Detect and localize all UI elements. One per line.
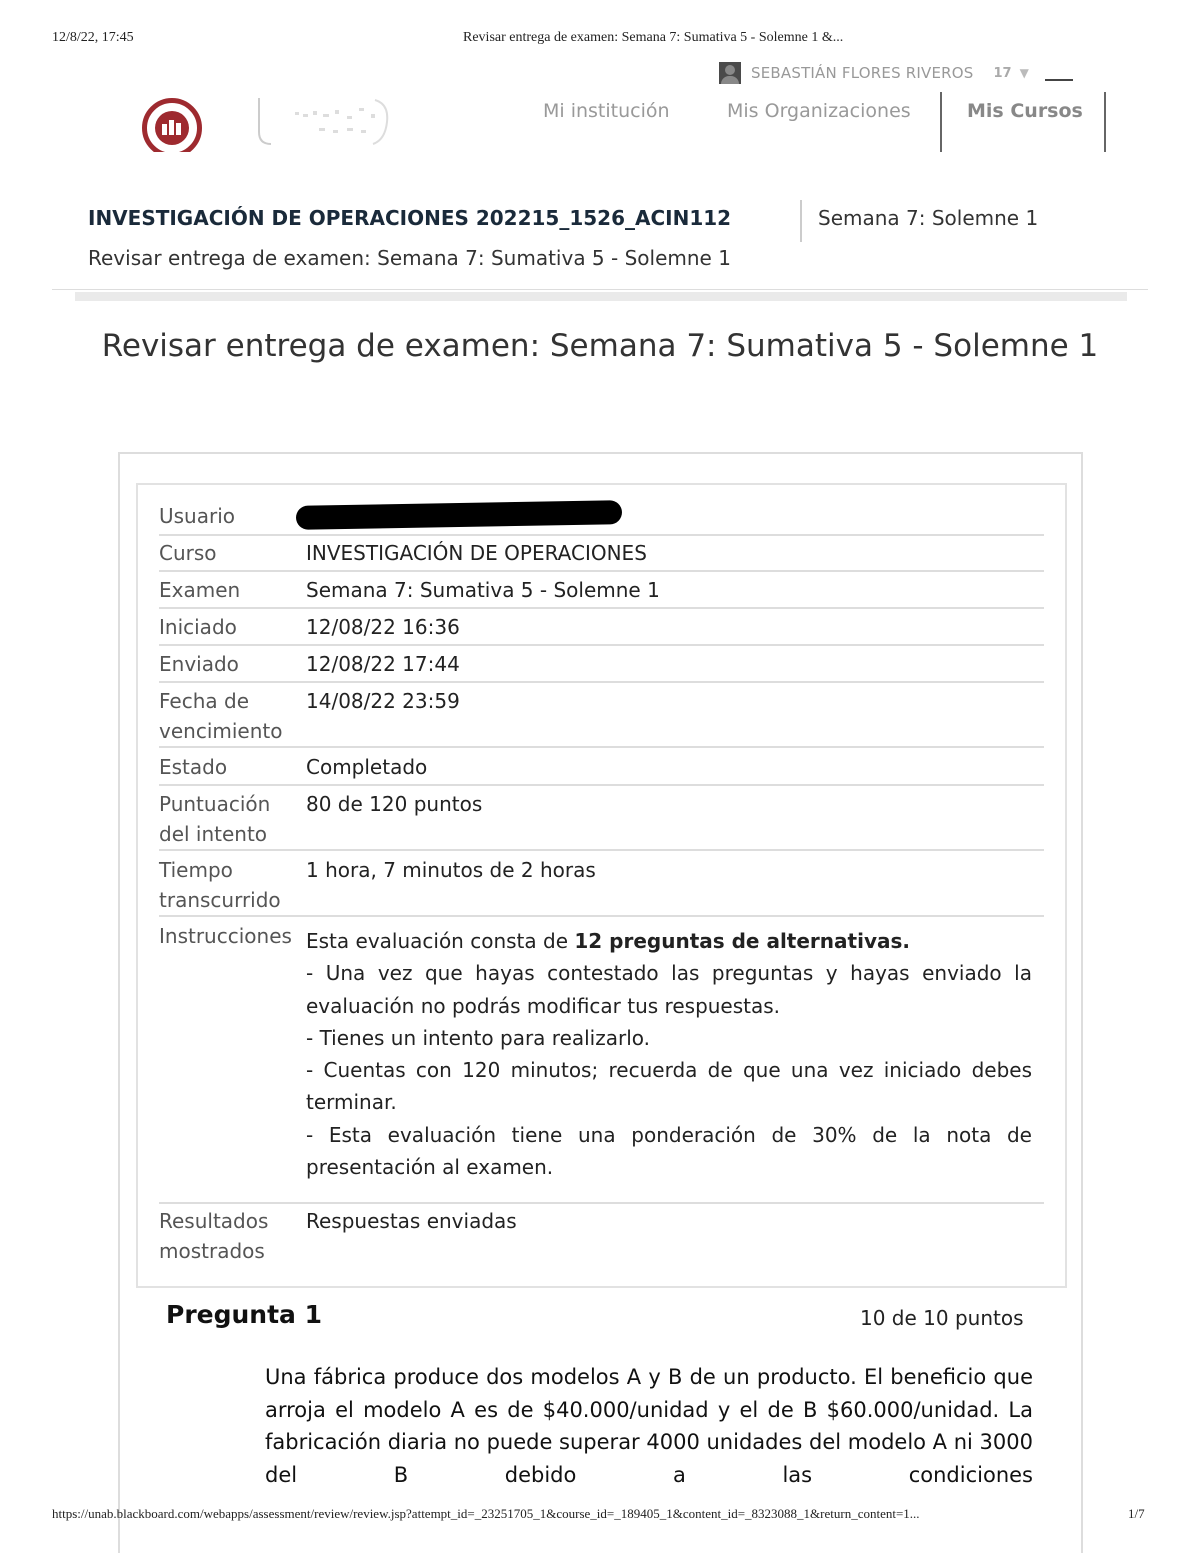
course-title-link[interactable]: INVESTIGACIÓN DE OPERACIONES 202215_1526_ACIN112 xyxy=(88,206,732,230)
detail-value: INVESTIGACIÓN DE OPERACIONES xyxy=(306,541,647,565)
content-top-bar xyxy=(75,292,1127,301)
nav-divider xyxy=(940,92,942,152)
university-seal-logo xyxy=(142,98,202,158)
instructions-emphasis: 12 preguntas de alternativas. xyxy=(574,929,910,953)
nav-mis-cursos[interactable]: Mis Cursos xyxy=(967,100,1083,122)
question-title: Pregunta 1 xyxy=(166,1300,323,1329)
nav-mis-organizaciones[interactable]: Mis Organizaciones xyxy=(727,100,911,122)
detail-label: Enviado xyxy=(159,652,239,676)
user-menu[interactable] xyxy=(719,62,1073,84)
detail-label: Instrucciones xyxy=(159,924,292,948)
print-page-number: 1/7 xyxy=(1128,1506,1145,1521)
print-url: https://unab.blackboard.com/webapps/assessment/review/review.jsp?attempt_id=_23251705_1&course_id=_189405_1&content_id=_8323088_1&return_content=1... xyxy=(52,1506,920,1521)
detail-label: mostrados xyxy=(159,1239,265,1263)
detail-label: Fecha de xyxy=(159,689,249,713)
detail-value: 1 hora, 7 minutos de 2 horas xyxy=(306,858,596,882)
print-date: 12/8/22, 17:45 xyxy=(52,30,134,45)
instruction-item: - Una vez que hayas contestado las preguntas y hayas enviado la evaluación no podrás modificar tus respuestas. xyxy=(306,961,1032,1018)
nav-divider xyxy=(1104,92,1106,152)
detail-value: Respuestas enviadas xyxy=(306,1209,517,1233)
detail-label: Puntuación xyxy=(159,792,271,816)
detail-label: Estado xyxy=(159,755,228,779)
detail-row-estado xyxy=(159,752,1044,786)
divider xyxy=(52,289,1148,290)
question-score: 10 de 10 puntos xyxy=(860,1306,1024,1330)
detail-row-examen xyxy=(159,575,1044,609)
print-title: Revisar entrega de examen: Semana 7: Sumativa 5 - Solemne 1 &... xyxy=(463,30,844,45)
user-avatar-icon xyxy=(719,62,741,84)
instructions-text: Esta evaluación consta de 12 preguntas de alternativas. - Una vez que hayas contestado las preguntas y hayas enviado la evaluación no podrás modificar tus respuestas. - Tienes un intento para realizarlo. - Cuentas con 120 minutos; recuerda de que una vez iniciado debes terminar. - Esta evaluación tiene una ponderación de 30% de la nota de presentación al examen. xyxy=(306,925,1032,1183)
detail-value: Semana 7: Sumativa 5 - Solemne 1 xyxy=(306,578,660,602)
detail-label: del intento xyxy=(159,822,268,846)
detail-label: vencimiento xyxy=(159,719,283,743)
detail-row-tiempo xyxy=(159,855,1044,917)
detail-label: Tiempo xyxy=(159,858,233,882)
university-wordmark-logo xyxy=(255,94,395,152)
instruction-item: - Cuentas con 120 minutos; recuerda de que una vez iniciado debes terminar. xyxy=(306,1058,1032,1115)
question-text: Una fábrica produce dos modelos A y B de un producto. El beneficio que arroja el modelo A es de $40.000/unidad y el de B $60.000/unidad. La fabricación diaria no puede superar 4000 unidades del modelo A ni 3000 del B debido a las condiciones xyxy=(265,1365,1033,1487)
instruction-item: - Esta evaluación tiene una ponderación de 30% de la nota de presentación al examen. xyxy=(306,1122,1032,1180)
detail-row-puntuacion xyxy=(159,789,1044,851)
detail-value: 80 de 120 puntos xyxy=(306,792,483,816)
detail-value: 12/08/22 17:44 xyxy=(306,652,460,676)
detail-row-enviado xyxy=(159,649,1044,683)
detail-value: 14/08/22 23:59 xyxy=(306,689,460,713)
detail-label: transcurrido xyxy=(159,888,281,912)
detail-label: Resultados xyxy=(159,1209,269,1233)
breadcrumb-current: Revisar entrega de examen: Semana 7: Sumativa 5 - Solemne 1 xyxy=(88,246,731,270)
breadcrumb-section-link[interactable]: Semana 7: Solemne 1 xyxy=(818,206,1039,230)
detail-label: Usuario xyxy=(159,504,236,528)
nav-mi-institucion[interactable]: Mi institución xyxy=(543,100,670,122)
detail-row-resultados xyxy=(159,1206,1044,1268)
detail-label: Examen xyxy=(159,578,241,602)
chevron-down-icon[interactable]: ▼ xyxy=(1019,66,1029,80)
detail-value: 12/08/22 16:36 xyxy=(306,615,460,639)
notification-count[interactable]: 17 xyxy=(993,65,1012,81)
detail-value: Completado xyxy=(306,755,428,779)
menu-underline xyxy=(1045,79,1073,81)
instruction-item: - Tienes un intento para realizarlo. xyxy=(306,1025,651,1050)
user-name[interactable]: SEBASTIÁN FLORES RIVEROS xyxy=(751,64,974,82)
detail-row-iniciado xyxy=(159,612,1044,646)
detail-label: Curso xyxy=(159,541,217,565)
page-title: Revisar entrega de examen: Semana 7: Sumativa 5 - Solemne 1 xyxy=(101,328,1099,364)
detail-label: Iniciado xyxy=(159,615,237,639)
detail-row-vencimiento xyxy=(159,686,1044,748)
detail-row-instrucciones xyxy=(159,921,1044,1204)
breadcrumb-divider xyxy=(800,200,802,242)
detail-row-curso xyxy=(159,538,1044,572)
